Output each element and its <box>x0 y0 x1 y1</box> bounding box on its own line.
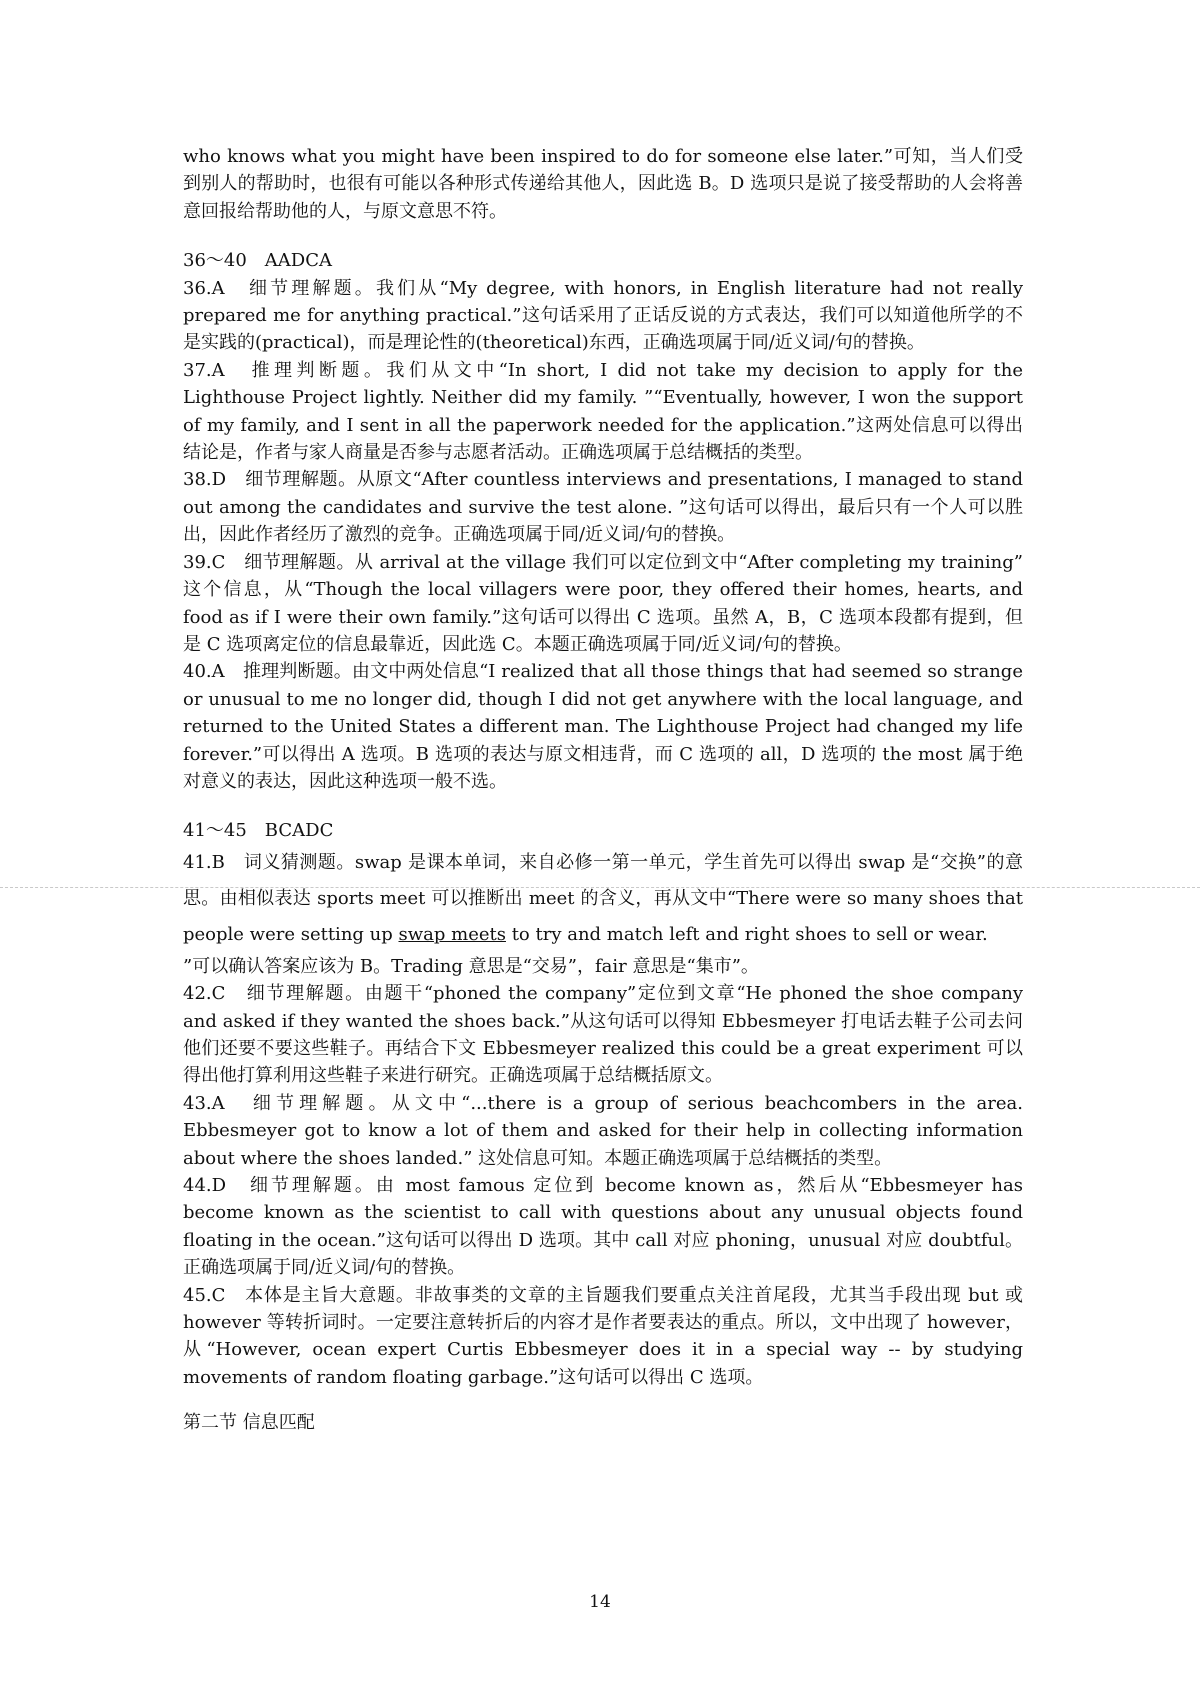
group-heading-36-40: 36～40 AADCA <box>183 250 333 272</box>
explanation-41-continued: ”可以确认答案应该为 B。Trading 意思是“交易”，fair 意思是“集市”。 <box>183 955 759 977</box>
explanation-41 <box>183 845 1023 953</box>
explanation-40: 40.A 推理判断题。由文中两处信息“I realized that all those things that had seemed so strange or unusual to me no longer did, though I did not get anywhere with the local language, and returned to the United States a different man. The Lighthouse Project had changed my life forever.”可以得出 A 选项。B 选项的表达与原文相违背，而 C 选项的 all，D 选项的 the most 属于绝对意义的表达，因此这种选项一般不选。 <box>183 661 1023 792</box>
group-heading-41-45: 41～45 BCADC <box>183 820 334 842</box>
page-number: 14 <box>589 1592 611 1612</box>
explanation-37: 37.A 推理判断题。我们从文中“In short, I did not take my decision to apply for the Lighthouse Project lightly. Neither did my family. ”“Eventually, however, I won the support of my family, and I sent in all the paperwork needed for the application.”这两处信息可以得出结论是，作者与家人商量是否参与志愿者活动。正确选项属于总结概括的类型。 <box>183 359 1023 464</box>
explanation-45: 45.C 本体是主旨大意题。非故事类的文章的主旨题我们要重点关注首尾段，尤其当手段出现 but 或 however 等转折词时。一定要注意转折后的内容才是作者要表达的重点。所以，文中出现了 however，从“However, ocean expert Curtis Ebbesmeyer does it in a special way -- by studying movements of random floating garbage.”这句话可以得出 C 选项。 <box>183 1284 1023 1388</box>
section-title: 第二节 信息匹配 <box>183 1412 315 1434</box>
explanation-42: 42.C 细节理解题。由题干“phoned the company”定位到文章“He phoned the shoe company and asked if they wanted the shoes back.”从这句话可以得知 Ebbesmeyer 打电话去鞋子公司去问他们还要不要这些鞋子。再结合下文 Ebbesmeyer realized this could be a great experiment 可以得出他打算利用这些鞋子来进行研究。正确选项属于总结概括原文。 <box>183 983 1023 1087</box>
answer-explanations <box>183 143 1023 1437</box>
explanation-44: 44.D 细节理解题。由 most famous 定位到 become known as，然后从“Ebbesmeyer has become known as the scientist to call with questions about any unusual objects found floating in the ocean.”这句话可以得出 D 选项。其中 call 对应 phoning，unusual 对应 doubtful。正确选项属于同/近义词/句的替换。 <box>183 1175 1023 1279</box>
page-divider <box>0 887 1200 888</box>
explanation-43: 43.A 细节理解题。从文中“...there is a group of serious beachcombers in the area. Ebbesmeyer got to know a lot of them and asked for their help in collecting information about where the shoes landed.” 这处信息可知。本题正确选项属于总结概括的类型。 <box>183 1092 1023 1169</box>
explanation-39: 39.C 细节理解题。从 arrival at the village 我们可以定位到文中“After completing my training” 这个信息，从“Though the local villagers were poor, they offered their homes, hearts, and food as if I were their own family.”这句话可以得出 C 选项。虽然 A，B，C 选项本段都有提到，但是 C 选项离定位的信息最靠近，因此选 C。本题正确选项属于同/近义词/句的替换。 <box>183 551 1023 655</box>
intro-paragraph: who knows what you might have been inspired to do for someone else later.”可知，当人们受到别人的帮助时，也很有可能以各种形式传递给其他人，因此选 B。D 选项只是说了接受帮助的人会将善意回报给帮助他的人，与原文意思不符。 <box>183 146 1023 222</box>
underlined-phrase: swap meets <box>398 923 506 945</box>
explanation-38: 38.D 细节理解题。从原文“After countless interviews and presentations, I managed to stand out among the candidates and survive the test alone. ”这句话可以得出，最后只有一个人可以胜出，因此作者经历了激烈的竞争。正确选项属于同/近义词/句的替换。 <box>183 469 1023 546</box>
explanation-41-text-a: 41.B 词义猜测题。swap 是课本单词，来自必修一第一单元，学生首先可以得出 swap 是“交换”的意思。由相似表达 sports meet 可以推断出 meet 的含义，再从文中“There were so many shoes that people were setting up <box>183 851 1023 945</box>
explanation-41-text-b: to try and match left and right shoes to sell or wear. <box>505 923 988 945</box>
explanation-36: 36.A 细节理解题。我们从“My degree, with honors, in English literature had not really prepared me for anything practical.”这句话采用了正话反说的方式表达，我们可以知道他所学的不是实践的(practical)，而是理论性的(theoretical)东西，正确选项属于同/近义词/句的替换。 <box>183 277 1023 354</box>
